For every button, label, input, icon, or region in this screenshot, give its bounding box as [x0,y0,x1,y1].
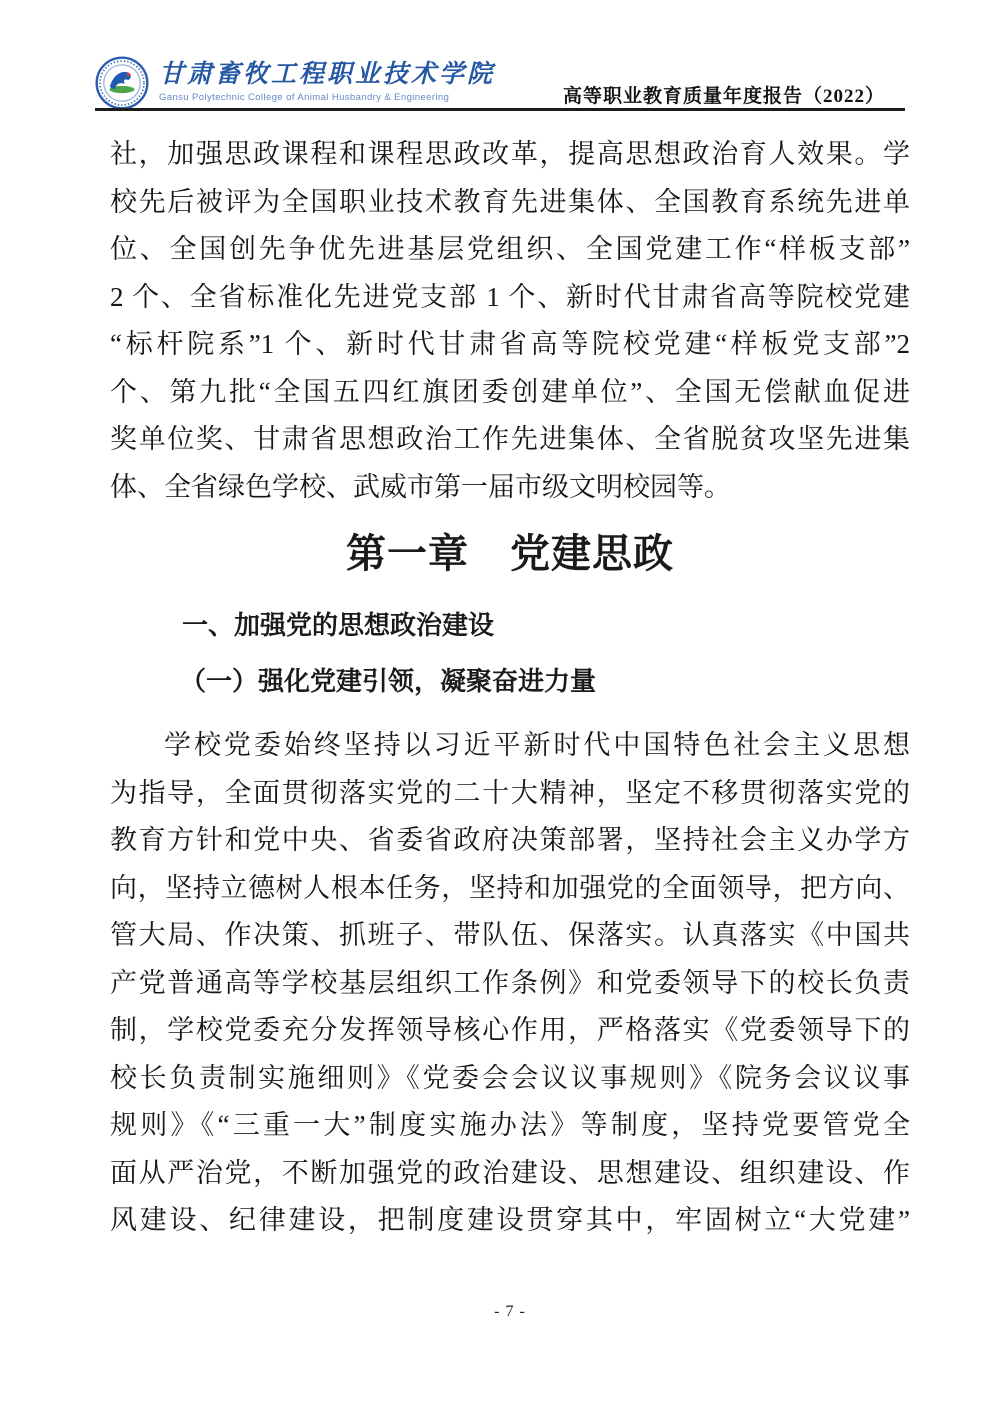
page-body [110,131,910,1245]
body-line: 产党普通高等学校基层组织工作条例》和党委领导下的校长负责 [110,967,910,998]
report-title: 高等职业教育质量年度报告（2022） [562,86,885,107]
paragraph-awards [110,131,910,511]
body-line: 制，学校党委充分发挥领导核心作用，严格落实《党委领导下的 [110,1015,910,1045]
header-rule [95,108,905,111]
body-line: 奖单位奖、甘肃省思想政治工作先进集体、全省脱贫攻坚先进集 [110,424,910,454]
body-line: 管大局、作决策、抓班子、带队伍、保落实。认真落实《中国共 [110,920,910,950]
body-line: 教育方针和党中央、省委省政府决策部署，坚持社会主义办学方 [110,825,910,855]
body-line: 位、全国创先争优先进基层党组织、全国党建工作“样板支部” [110,234,910,264]
body-line: 向，坚持立德树人根本任务，坚持和加强党的全面领导，把方向、 [110,872,910,903]
chapter-title: 第一章 党建思政 [346,531,674,576]
school-emblem-icon [95,56,149,110]
body-line: 风建设、纪律建设，把制度建设贯穿其中，牢固树立“大党建” [110,1205,910,1235]
body-line: 社，加强思政课程和课程思政改革，提高思想政治育人效果。学 [110,139,910,169]
body-line: 面从严治党，不断加强党的政治建设、思想建设、组织建设、作 [110,1157,910,1188]
school-name-zh: 甘肃畜牧工程职业技术学院 [159,61,496,88]
page-number: - 7 - [494,1303,526,1320]
body-line: 校长负责制实施细则》《党委会会议议事规则》《院务会议议事 [110,1062,910,1093]
school-logo [95,56,495,110]
body-line: 体、全省绿色学校、武威市第一届市级文明校园等。 [110,471,731,502]
body-line: 个、第九批“全国五四红旗团委创建单位”、全国无偿献血促进 [110,376,910,407]
body-line: 校先后被评为全国职业技术教育先进集体、全国教育系统先进单 [110,186,910,217]
body-line: 规则》《“三重一大”制度实施办法》等制度，坚持党要管党全 [110,1110,910,1140]
body-line: 2 个、全省标准化先进党支部 1 个、新时代甘肃省高等院校党建 [110,281,910,312]
body-line: 学校党委始终坚持以习近平新时代中国特色社会主义思想 [164,730,910,760]
paragraph-party-leadership [110,722,910,1245]
section-heading: 一、加强党的思想政治建设 [182,610,495,640]
body-line: “标杆院系”1 个、新时代甘肃省高等院校党建“样板党支部”2 [110,329,910,359]
body-line: 为指导，全面贯彻落实党的二十大精神，坚定不移贯彻落实党的 [110,777,910,808]
subsection-heading: （一）强化党建引领，凝聚奋进力量 [180,667,597,696]
school-name-en: Gansu Polytechnic College of Animal Husbandry & Engineering [159,92,450,103]
school-name-block [159,56,495,104]
